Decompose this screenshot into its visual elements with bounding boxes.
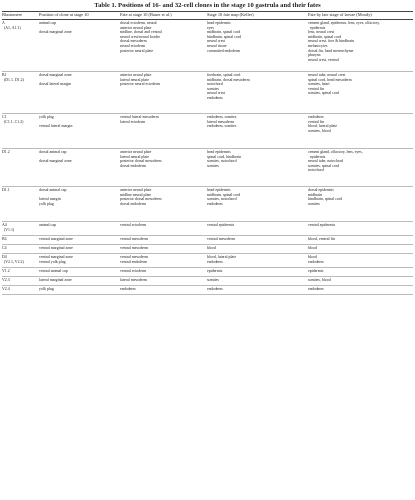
table-row [2,114,413,149]
cell-keller-fate: epidermis [207,269,223,273]
cell-moody-fate: cement gland, olfactory, lens, eyes, epidermis neural tube, notochord somites, spinal cord notochord [308,150,363,173]
cell-blastomere: D1.2 [2,150,10,154]
header-blastomere: Blastomere [2,12,22,17]
cell-blastomere: A4 (V1.1) [2,223,15,232]
table-row [2,245,413,254]
cell-blastomere: V2.3 [2,278,10,282]
cell-blastomere: V1.2 [2,269,10,273]
header-fate-stage10: Fate at stage 10 (Bauer et al.) [120,12,172,17]
cell-moody-fate: somites, blood [308,278,331,282]
table-title: Table 1. Positions of 16- and 32-cell clones in the stage 10 gastrula and their fates [94,2,321,9]
table-body [2,20,413,295]
cell-moody-fate: ventral epidermis [308,223,336,227]
table-row [2,254,413,268]
cell-blastomere: A (A1, A1.1) [2,21,21,30]
cell-keller-fate: head epidermis spinal cord, hindbrain somites, notochord somites [207,150,242,168]
cell-position: animal cap [39,223,56,227]
cell-blastomere: B4 [2,237,7,241]
cell-keller-fate: endoderm, somites lateral mesoderm endoderm, somites [207,115,237,129]
cell-keller-fate: ventral mesoderm [207,237,235,241]
cell-blastomere: C1 (C1.1, C1.2) [2,115,24,124]
table-row [2,20,413,72]
cell-fate-stage10: anterior neural plate lateral neural plate posterior neural ectoderm [120,73,160,87]
header-moody-fate: Fate by late stage of larvae (Moody) [308,12,372,17]
cell-position: ventral animal cap [39,269,68,273]
cell-keller-fate: head epidermis midbrain, spinal cord somites, notochord endoderm [207,188,241,206]
cell-blastomere: C4 [2,246,7,250]
cell-position: ventral marginal zone ventral yolk plug [39,255,73,264]
cell-moody-fate: dorsal epidermis midbrain hindbrain, spinal cord somites [308,188,343,206]
cell-blastomere: B1 (D1.1, D1.2) [2,73,24,82]
cell-position: dorsal animal cap lateral margin yolk plug [39,188,67,206]
cell-fate-stage10: ventral ectoderm [120,223,147,227]
header-position: Position of clone at stage 10 [39,12,89,17]
cell-fate-stage10: anterior neural plate midline neural plate posterior dorsal mesoderm dorsal endoderm [120,188,162,206]
cell-position: animal cap dorsal marginal zone [39,21,72,35]
table-row [2,277,413,286]
cell-position: ventral marginal zone [39,246,73,250]
cell-fate-stage10: ventral lateral mesoderm lateral ectoderm [120,115,159,124]
cell-keller-fate: ventral epidermis [207,223,235,227]
cell-position: lateral marginal zone [39,278,72,282]
table-row [2,222,413,236]
cell-position: dorsal marginal zone dorsal lateral margin [39,73,72,87]
cell-fate-stage10: dorsal ectoderm, neural anterior neural plate midline, dorsal and ventral neural crest/neural border dorsal mesoderm neural ectoderm posterior neural plate [120,21,162,53]
cell-fate-stage10: ventral mesoderm [120,246,148,250]
cell-fate-stage10: ventral mesoderm [120,237,148,241]
table-row [2,286,413,295]
cell-position: dorsal animal cap dorsal marginal zone [39,150,72,164]
header-keller-fate: Stage 10 fate map (Keller) [207,12,254,17]
cell-moody-fate: cement gland, epidermis, lens, eyes, olfactory, epidermis lens, neural crest midbrain, spinal cord neural crest, fore & hindbrain melanocytes dorsal fin, head mesenchyme pharynx neural crest, ventral [308,21,380,62]
cell-fate-stage10: ventral mesoderm ventral endoderm [120,255,148,264]
cell-moody-fate: blood endoderm [308,255,324,264]
cell-keller-fate: somites [207,278,219,282]
cell-fate-stage10: ventral ectoderm [120,269,147,273]
cell-keller-fate: blood, lateral plate endoderm [207,255,237,264]
cell-position: ventral marginal zone [39,237,73,241]
cell-position: yolk plug [39,287,54,291]
table-row [2,72,413,114]
cell-moody-fate: epidermis [308,269,324,273]
cell-fate-stage10: endoderm [120,287,136,291]
cell-keller-fate: forebrain, spinal cord midbrain, dorsal mesoderm notochord somites neural crest endoderm [207,73,250,100]
table-row [2,149,413,187]
cell-moody-fate: blood [308,246,317,250]
table-row [2,187,413,222]
cell-blastomere: D4 (V2.1, V2.2) [2,255,24,264]
cell-keller-fate: endoderm [207,287,223,291]
cell-blastomere: V2.4 [2,287,10,291]
cell-fate-stage10: anterior neural plate lateral neural plate posterior dorsal mesoderm dorsal endoderm [120,150,162,168]
cell-position: yolk plug ventral lateral margin [39,115,73,129]
cell-keller-fate: blood [207,246,216,250]
table-row [2,268,413,277]
cell-fate-stage10: lateral mesoderm [120,278,147,282]
cell-moody-fate: endoderm [308,287,324,291]
cell-blastomere: D1.1 [2,188,10,192]
cell-keller-fate: head epidermis eyes midbrain, spinal cord hindbrain, spinal cord neural crest neural tissue committed endoderm [207,21,242,53]
cell-moody-fate: endoderm ventral fin blood, lateral plate somites, blood [308,115,338,133]
table-row [2,236,413,245]
cell-moody-fate: blood, ventral fin [308,237,335,241]
cell-moody-fate: neural tube, neural crest spinal cord, head mesoderm somites, heart ventral fin somites, spinal cord [308,73,352,96]
